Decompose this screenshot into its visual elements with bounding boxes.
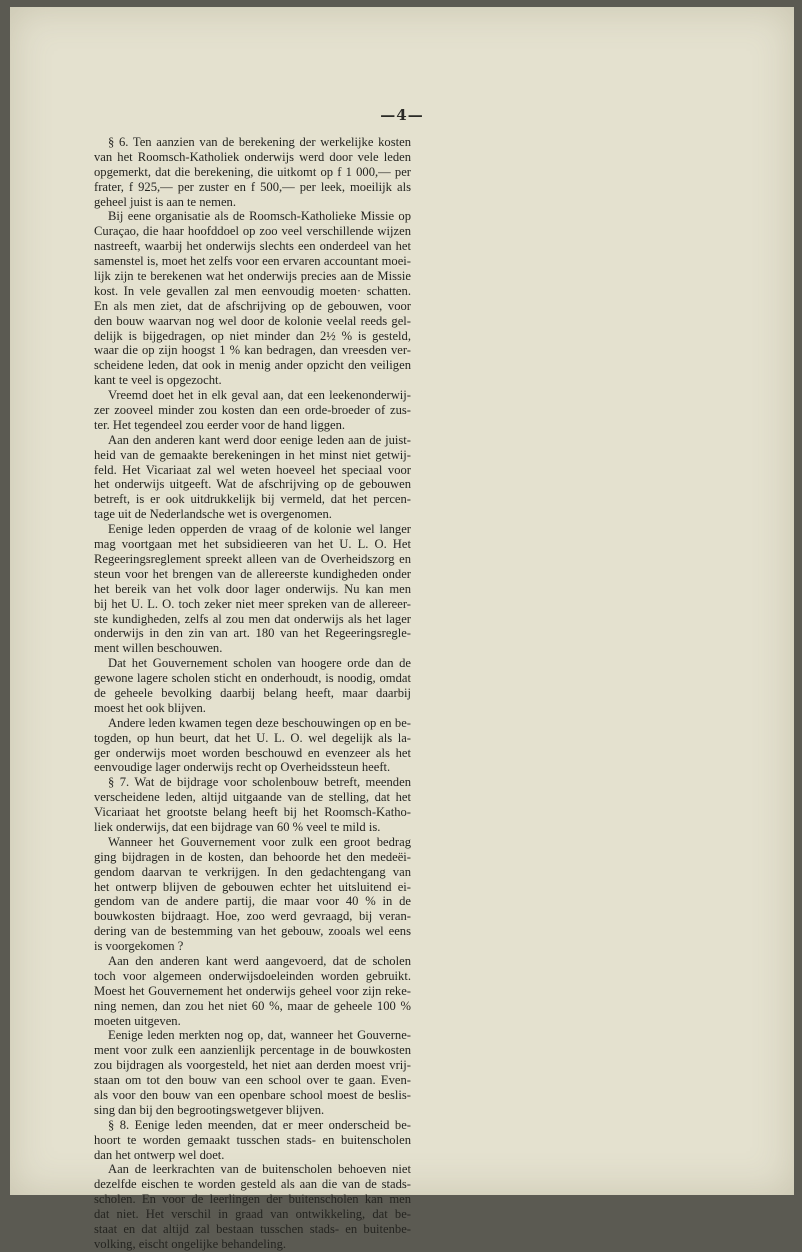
- text-line: ning nemen, dan zou het niet 60 %, maar de geheele 100 %: [94, 998, 411, 1013]
- text-line: scholen. En voor de leerlingen der buitenscholen kan men: [94, 1192, 411, 1207]
- text-line: Aan den anderen kant werd door eenige leden aan de juist-: [108, 432, 411, 447]
- text-line: staan om tot den bouw van een school over te gaan. Even-: [94, 1073, 411, 1088]
- text-line: staat en dat altijd zal bestaan tusschen stads- en buitenbe-: [94, 1222, 411, 1237]
- text-line: Bij eene organisatie als de Roomsch-Katholieke Missie op: [108, 209, 411, 224]
- text-line: den bouw waarvan nog wel door de kolonie veelal reeds gel-: [94, 313, 411, 328]
- text-line: Eenige leden opperden de vraag of de kolonie wel langer: [108, 522, 411, 537]
- text-line: opgemerkt, dat die berekening, die uitkomt op f 1 000,— per: [94, 164, 411, 179]
- text-line: Aan den anderen kant werd aangevoerd, dat de scholen: [108, 953, 411, 968]
- text-line: En als men ziet, dat de afschrijving op de gebouwen, voor: [94, 298, 411, 313]
- text-line: samenstel is, moet het zelfs voor een ervaren accountant moei-: [94, 254, 411, 269]
- text-line: nastreeft, waarbij het onderwijs slechts een onderdeel van het: [94, 239, 411, 254]
- text-line: zer zooveel minder zou kosten dan een orde-broeder of zus-: [94, 403, 411, 418]
- text-line: ger onderwijs moet worden beschouwd en evenzeer als het: [94, 745, 411, 760]
- text-line: is voorgekomen ?: [94, 939, 184, 954]
- text-line: steun voor het brengen van de allereerste kundigheden onder: [94, 566, 411, 581]
- body-text: [94, 135, 411, 1252]
- text-line: Regeeringsreglement spreekt alleen van de Overheidszorg en: [94, 551, 411, 566]
- text-line: waar die op zijn hoogst 1 % kan bedragen, dan vreesden ver-: [94, 343, 411, 358]
- text-line: het onderwijs uitgeeft. Wat de afschrijving op de gebouwen: [94, 477, 411, 492]
- text-line: feld. Het Vicariaat zal wel weten hoeveel het speciaal voor: [94, 462, 411, 477]
- text-line: van het Roomsch-Katholiek onderwijs werd door vele leden: [94, 149, 411, 164]
- text-line: Moest het Gouvernement het onderwijs geheel voor zijn reke-: [94, 983, 411, 998]
- text-line: kant te veel is opgezocht.: [94, 373, 222, 388]
- text-line: Dat het Gouvernement scholen van hoogere orde dan de: [108, 656, 411, 671]
- text-line: bij het U. L. O. toch zeker niet meer spreken van de allereer-: [94, 596, 411, 611]
- text-line: dan het ontwerp wel doet.: [94, 1147, 225, 1162]
- text-line: lijk zijn te berekenen wat het onderwijs precies aan de Missie: [94, 269, 411, 284]
- text-line: toch voor algemeen onderwijsdoeleinden worden gebruikt.: [94, 968, 411, 983]
- text-line: Eenige leden merkten nog op, dat, wanneer het Gouverne-: [108, 1028, 411, 1043]
- text-line: gendom daarvan te verkrijgen. In den gedachtengang van: [94, 864, 411, 879]
- text-line: het bereik van het volk door lager onderwijs. Nu kan men: [94, 581, 411, 596]
- text-line: geheel juist is aan te nemen.: [94, 194, 236, 209]
- text-line: de geheele bevolking daarbij belang heeft, maar daarbij: [94, 685, 411, 700]
- text-line: Vreemd doet het in elk geval aan, dat een leekenonderwij-: [108, 388, 411, 403]
- text-line: onderwijs in den zin van art. 180 van het Regeeringsregle-: [94, 626, 411, 641]
- text-line: zou bijdragen als voorgesteld, het niet aan derden moest vrij-: [94, 1058, 411, 1073]
- text-line: eenvoudige lager onderwijs recht op Overheidssteun heeft.: [94, 760, 391, 775]
- text-line: liek onderwijs, dat een bijdrage van 60 % veel te mild is.: [94, 819, 381, 834]
- text-line: tage uit de Nederlandsche wet is overgenomen.: [94, 507, 332, 522]
- text-line: Curaçao, die haar hoofddoel op zoo veel verschillende wijzen: [94, 224, 411, 239]
- text-line: togden, op hun beurt, dat het U. L. O. wel degelijk als la-: [94, 730, 411, 745]
- text-line: heid van de gemaakte berekeningen in het minst niet getwij-: [94, 447, 411, 462]
- text-line: sing dan bij den begrootingswetgever blijven.: [94, 1102, 325, 1117]
- text-line: bouwkosten bijdraagt. Hoe, zoo werd gevraagd, bij veran-: [94, 909, 411, 924]
- text-line: als voor den bouw van een openbare school moest de beslis-: [94, 1088, 411, 1102]
- text-line: volking, eischt ongelijke behandeling.: [94, 1236, 287, 1251]
- text-line: § 8. Eenige leden meenden, dat er meer onderscheid be-: [108, 1117, 411, 1132]
- page-number: —4—: [380, 106, 424, 124]
- text-line: Andere leden kwamen tegen deze beschouwingen op en be-: [108, 715, 411, 730]
- text-line: moest het ook blijven.: [94, 700, 206, 715]
- text-line: gendom van de andere partij, die maar voor 40 % in de: [94, 894, 411, 909]
- text-line: het ontwerp blijven de gebouwen echter het uitsluitend ei-: [94, 879, 411, 894]
- text-line: moeten uitgeven.: [94, 1013, 181, 1028]
- text-line: dering van de bestemming van het gebouw, zooals wel eens: [94, 924, 411, 939]
- text-line: Vicariaat het grootste belang heeft bij het Roomsch-Katho-: [94, 805, 411, 820]
- text-line: betreft, is er ook uitdrukkelijk bij vermeld, dat het percen-: [94, 492, 411, 507]
- text-line: gewone lagere scholen sticht en onderhoudt, is noodig, omdat: [94, 671, 411, 686]
- text-line: ste kundigheden, zelfs al zou men dat onderwijs als het lager: [94, 611, 411, 626]
- text-line: delijk is bijgedragen, op niet minder dan 2½ % is gesteld,: [94, 328, 411, 343]
- text-line: mag voortgaan met het subsidieeren van het U. L. O. Het: [94, 537, 411, 552]
- text-line: ment voor zulk een aanzienlijk percentage in de bouwkosten: [94, 1043, 411, 1058]
- document-page: [10, 7, 794, 1251]
- text-line: scheidene leden, dat ook in menig ander opzicht den veiligen: [94, 358, 411, 373]
- text-line: ging bijdragen in de kosten, dan behoorde het den medeëi-: [94, 849, 411, 864]
- text-line: dat niet. Het verschil in graad van ontwikkeling, dat be-: [94, 1207, 411, 1222]
- text-line: dezelfde eischen te worden gesteld als aan die van de stads-: [94, 1177, 411, 1192]
- text-line: Wanneer het Gouvernement voor zulk een groot bedrag: [108, 834, 411, 849]
- text-line: ter. Het tegendeel zou eerder voor de hand liggen.: [94, 417, 346, 432]
- text-line: Aan de leerkrachten van de buitenscholen behoeven niet: [108, 1162, 411, 1177]
- text-line: ment willen beschouwen.: [94, 641, 223, 656]
- text-line: hoort te worden gemaakt tusschen stads- en buitenscholen: [94, 1132, 411, 1147]
- text-line: frater, f 925,— per zuster en f 500,— per leek, moeilijk als: [94, 179, 411, 194]
- text-line: kost. In vele gevallen zal men eenvoudig moeten· schatten.: [94, 283, 411, 298]
- text-line: § 6. Ten aanzien van de berekening der werkelijke kosten: [108, 135, 411, 149]
- text-line: verscheidene leden, altijd uitgaande van de stelling, dat het: [94, 790, 411, 805]
- text-line: § 7. Wat de bijdrage voor scholenbouw betreft, meenden: [108, 775, 411, 790]
